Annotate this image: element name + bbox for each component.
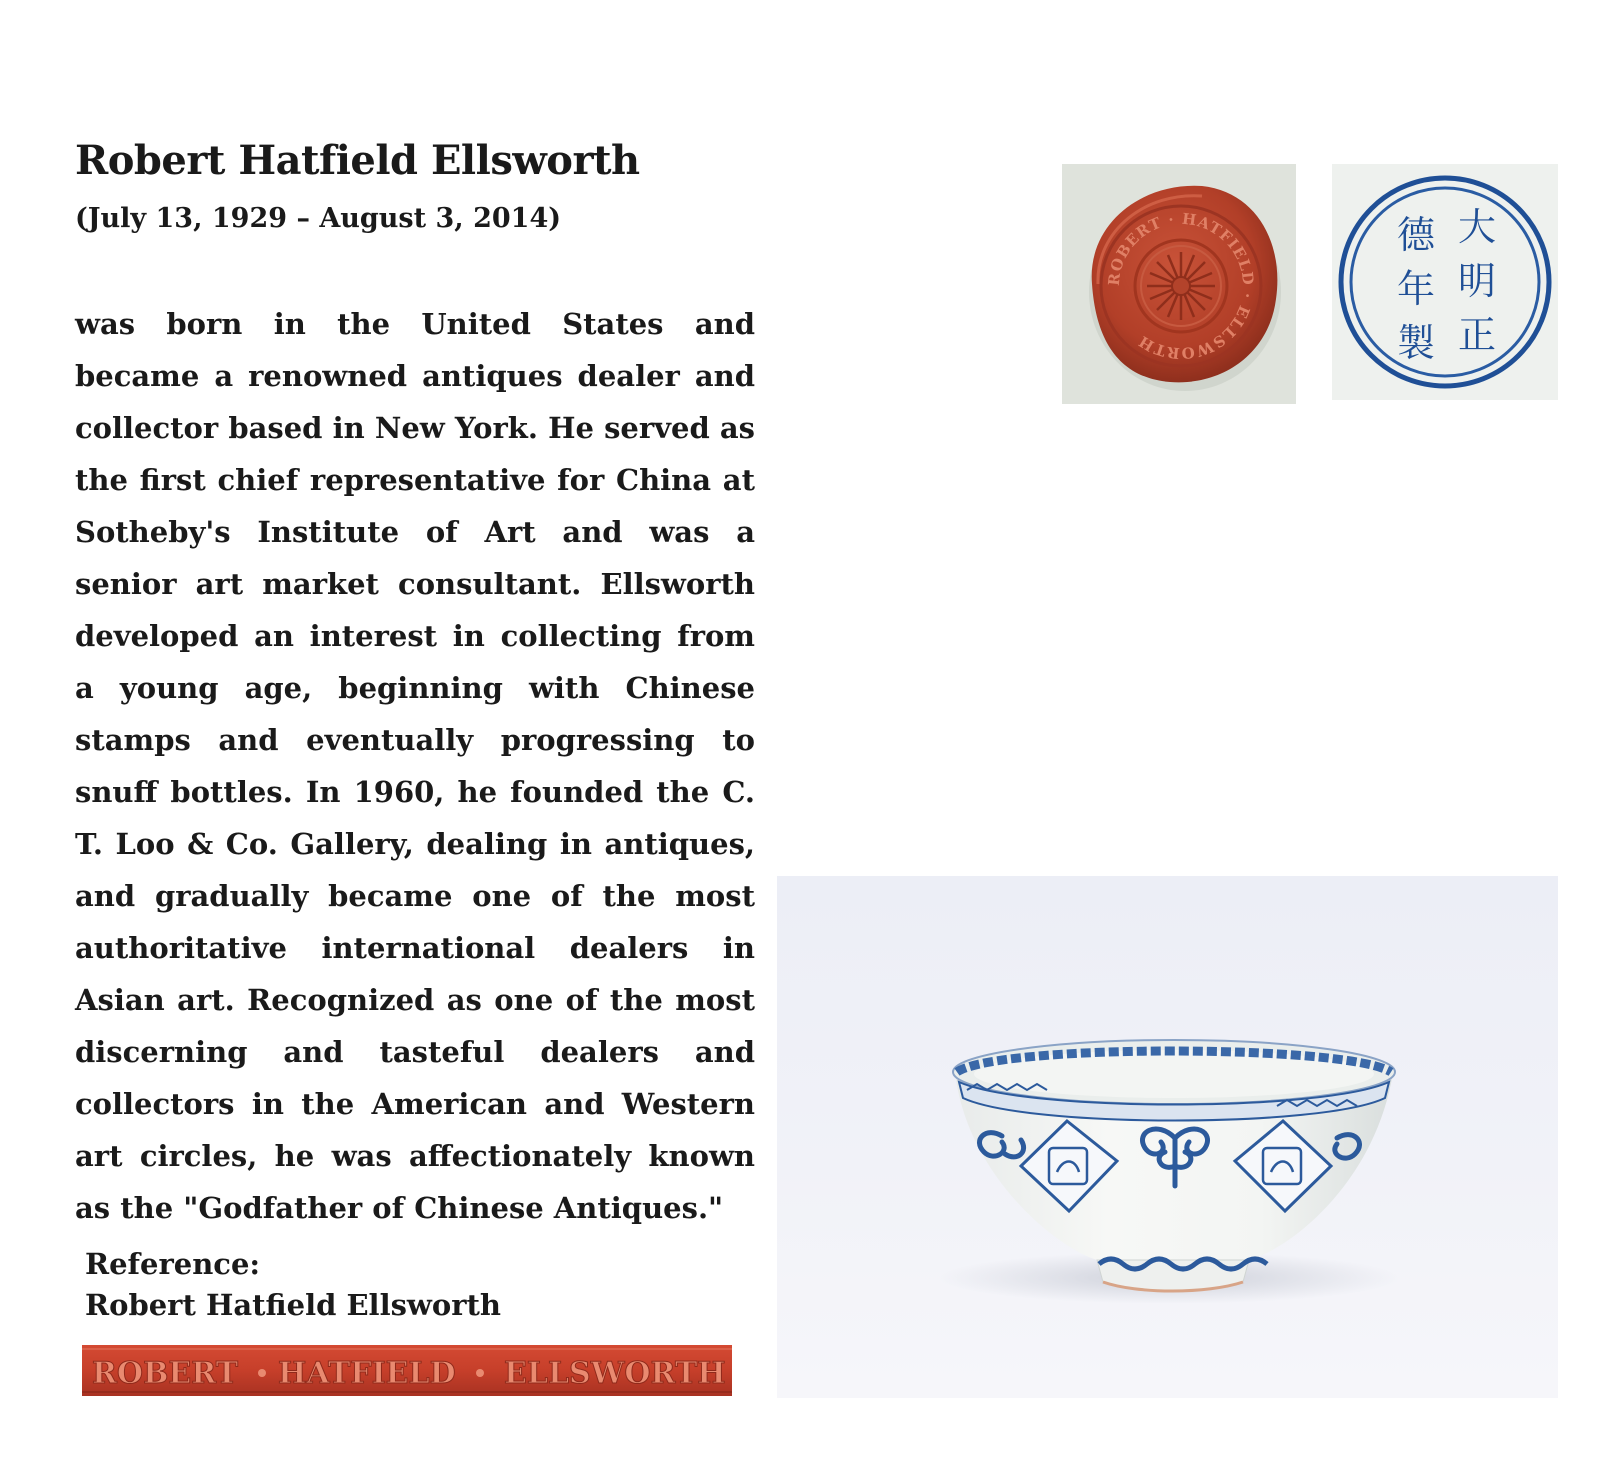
reign-char-1: 大 bbox=[1457, 205, 1497, 249]
biography-text: was born in the United States and became a renowned antiques dealer and collector based in New York. He served as the first chief representative for China at Sotheby's Institute of Art and was a senior art market consultant. Ellsworth developed an interest in collecting from a young age, beginning with Chinese stamps and eventually progressing to snuff bottles. In 1960, he founded the C. T. Loo & Co. Gallery, dealing in antiques, and gradually became one of the most authoritative international dealers in Asian art. Recognized as one of the most discerning and tasteful dealers and collectors in the American and Western art circles, he was affectionately known as the "Godfather of Chinese Antiques." bbox=[75, 307, 755, 1225]
strip-word-1: ROBERT bbox=[92, 1356, 239, 1391]
reign-char-3: 正 bbox=[1457, 313, 1497, 357]
wax-seal-photo bbox=[1062, 164, 1296, 404]
bowl-photo bbox=[777, 876, 1558, 1398]
strip-word-3: ELLSWORTH bbox=[504, 1356, 726, 1391]
strip-word-2: HATFIELD bbox=[278, 1356, 456, 1391]
seal-strip-photo bbox=[82, 1343, 732, 1398]
reign-char-2: 明 bbox=[1457, 259, 1497, 303]
seal-inscription: ROBERT · HATFIELD · ELLSWORTH bbox=[1104, 209, 1258, 363]
seal-strip-image bbox=[82, 1343, 732, 1398]
reference-label: Reference: bbox=[85, 1247, 261, 1281]
reign-mark-photo bbox=[1332, 164, 1558, 400]
reign-char-6: 製 bbox=[1396, 321, 1436, 365]
person-name: Robert Hatfield Ellsworth bbox=[75, 137, 640, 184]
reign-char-4: 德 bbox=[1396, 213, 1436, 257]
reign-mark-image bbox=[1332, 164, 1558, 400]
blue-and-white-bowl-image bbox=[777, 876, 1558, 1398]
wax-seal-image bbox=[1062, 164, 1296, 404]
reference-name: Robert Hatfield Ellsworth bbox=[85, 1288, 501, 1322]
reign-char-5: 年 bbox=[1396, 267, 1436, 311]
life-dates: (July 13, 1929 – August 3, 2014) bbox=[75, 203, 562, 234]
